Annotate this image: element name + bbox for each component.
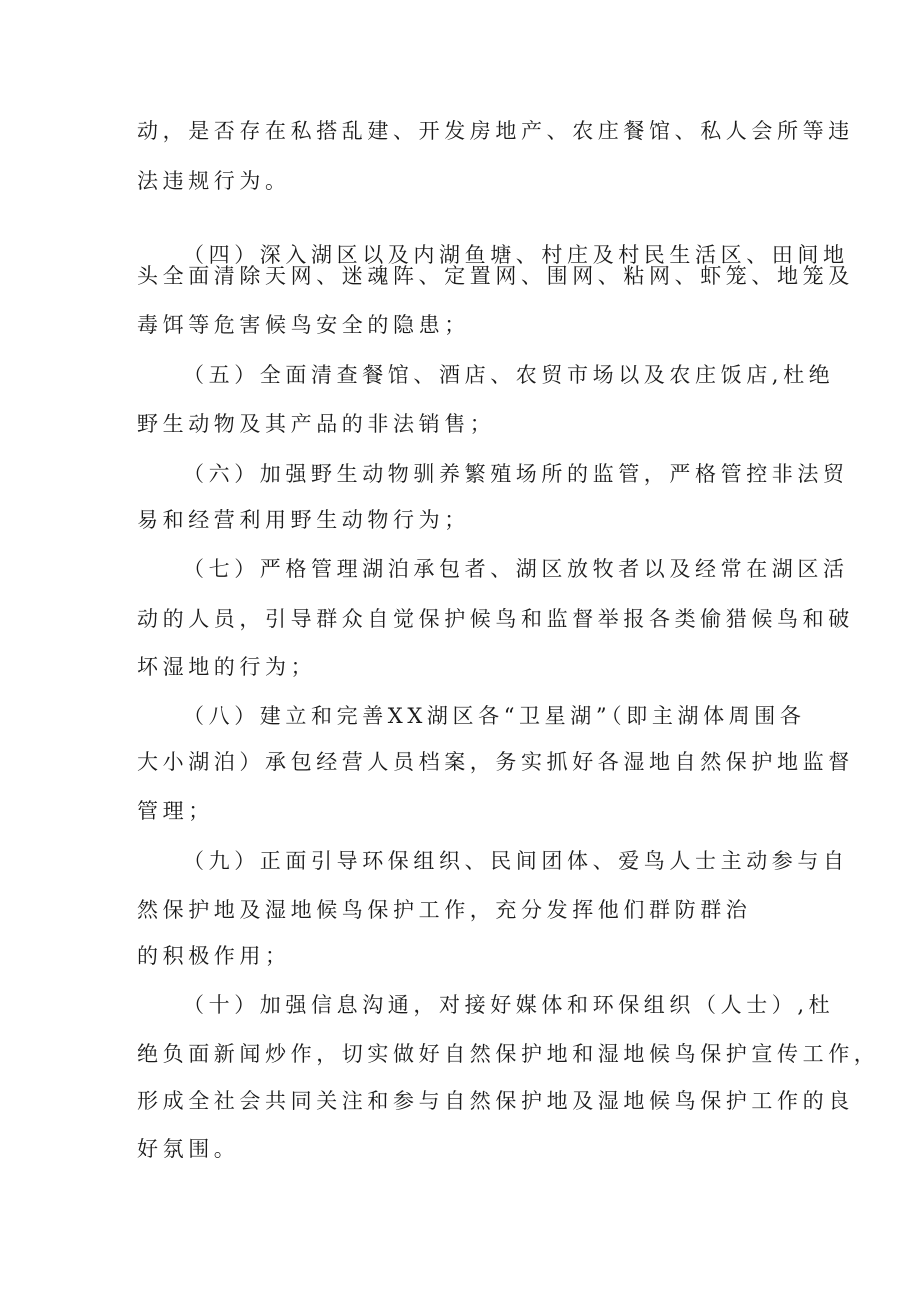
paragraph-5-line-2: 野生动物及其产品的非法销售； [137,412,496,436]
paragraph-6-line-2: 易和经营利用野生动物行为； [137,508,470,532]
paragraph-10-line-3: 形成全社会共同关注和参与自然保护地及湿地候鸟保护工作的良 [137,1089,854,1113]
paragraph-10-line-4: 好氛围。 [137,1137,240,1161]
paragraph-4-line-1: （四）深入湖区以及内湖鱼塘、村庄及村民生活区、田间地 [183,243,849,267]
paragraph-7-line-1: （七）严格管理湖泊承包者、湖区放牧者以及经常在湖区活 [183,557,849,581]
paragraph-8-line-1: （八）建立和完善XX湖区各“卫星湖”（即主湖体周围各 [183,704,806,728]
paragraph-9-line-3: 的积极作用； [137,944,291,968]
text-line-1: 动，是否存在私搭乱建、开发房地产、农庄餐馆、私人会所等违 [137,119,854,143]
paragraph-4-line-2: 头全面清除天网、迷魂阵、定置网、围网、粘网、虾笼、地笼及 [137,264,854,288]
paragraph-10-line-2: 绝负面新闻炒作，切实做好自然保护地和湿地候鸟保护宣传工作， [137,1042,880,1066]
text-line-2: 法违规行为。 [137,169,291,193]
paragraph-10-line-1: （十）加强信息沟通，对接好媒体和环保组织（人士）,杜 [183,993,835,1017]
paragraph-7-line-2: 动的人员，引导群众自觉保护候鸟和监督举报各类偷猎候鸟和破 [137,607,854,631]
paragraph-5-line-1: （五）全面清查餐馆、酒店、农贸市场以及农庄饭店,杜绝 [183,363,835,387]
paragraph-7-line-3: 坏湿地的行为； [137,655,317,679]
paragraph-9-line-1: （九）正面引导环保组织、民间团体、爱鸟人士主动参与自 [183,849,849,873]
paragraph-6-line-1: （六）加强野生动物驯养繁殖场所的监管，严格管控非法贸 [183,462,849,486]
paragraph-8-line-3: 管理； [137,799,214,823]
paragraph-4-line-3: 毒饵等危害候鸟安全的隐患； [137,313,470,337]
paragraph-9-line-2: 然保护地及湿地候鸟保护工作，充分发挥他们群防群治 [137,898,752,922]
paragraph-8-line-2: 大小湖泊）承包经营人员档案，务实抓好各湿地自然保护地监督 [137,750,854,774]
